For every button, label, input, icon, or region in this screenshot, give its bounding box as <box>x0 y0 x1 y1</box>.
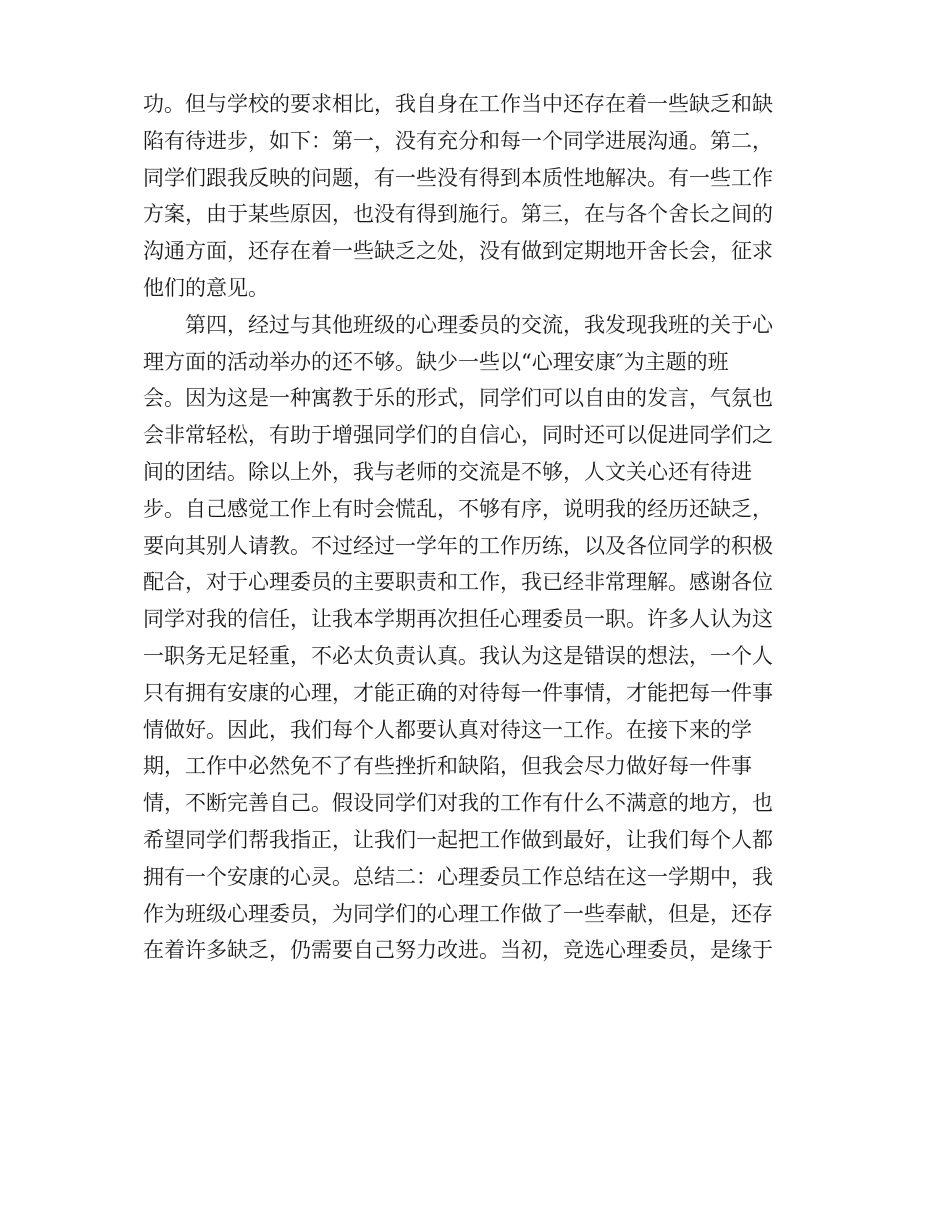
text-line: 情做好。因此，我们每个人都要认真对待这一工作。在接下来的学 <box>143 717 752 742</box>
text-line: 同学们跟我反映的问题，有一些没有得到本质性地解决。有一些工作 <box>143 165 773 190</box>
text-line: 同学对我的信任，让我本学期再次担任心理委员一职。许多人认为这 <box>143 607 773 632</box>
text-line: 间的团结。除以上外，我与老师的交流是不够，人文关心还有待进 <box>143 459 752 484</box>
text-line: 拥有一个安康的心灵。总结二：心理委员工作总结在这一学期中，我 <box>143 864 773 889</box>
text-line: 要向其别人请教。不过经过一学年的工作历练，以及各位同学的积极 <box>143 533 773 558</box>
text-line: 希望同学们帮我指正，让我们一起把工作做到最好，让我们每个人都 <box>143 827 773 852</box>
text-line: 陷有待进步，如下：第一，没有充分和每一个同学进展沟通。第二， <box>143 128 773 153</box>
text-line: 期，工作中必然免不了有些挫折和缺陷，但我会尽力做好每一件事 <box>143 754 752 779</box>
text-line: 理方面的活动举办的还不够。缺少一些以“心理安康″为主题的班 <box>143 349 729 374</box>
text-line: 作为班级心理委员，为同学们的心理工作做了一些奉献，但是，还存 <box>143 901 773 926</box>
text-line: 会非常轻松，有助于增强同学们的自信心，同时还可以促进同学们之 <box>143 423 773 448</box>
paragraph-start-line: 第四，经过与其他班级的心理委员的交流，我发现我班的关于心 <box>185 312 773 337</box>
text-line: 只有拥有安康的心理，才能正确的对待每一件事情，才能把每一件事 <box>143 680 773 705</box>
text-line: 方案，由于某些原因，也没有得到施行。第三，在与各个舍长之间的 <box>143 202 773 227</box>
text-line: 步。自己感觉工作上有时会慌乱，不够有序，说明我的经历还缺乏， <box>143 496 773 521</box>
text-line: 情，不断完善自己。假设同学们对我的工作有什么不满意的地方，也 <box>143 791 773 816</box>
text-line: 沟通方面，还存在着一些缺乏之处，没有做到定期地开舍长会，征求 <box>143 239 773 264</box>
text-line: 会。因为这是一种寓教于乐的形式，同学们可以自由的发言，气氛也 <box>143 386 773 411</box>
text-line: 配合，对于心理委员的主要职责和工作，我已经非常理解。感谢各位 <box>143 570 773 595</box>
text-line: 功。但与学校的要求相比，我自身在工作当中还存在着一些缺乏和缺 <box>143 92 773 116</box>
text-line: 他们的意见。 <box>143 275 269 300</box>
text-line: 一职务无足轻重，不必太负责认真。我认为这是错误的想法，一个人 <box>143 643 773 668</box>
body-text <box>143 86 803 969</box>
text-line: 在着许多缺乏，仍需要自己努力改进。当初，竞选心理委员，是缘于 <box>143 938 773 963</box>
